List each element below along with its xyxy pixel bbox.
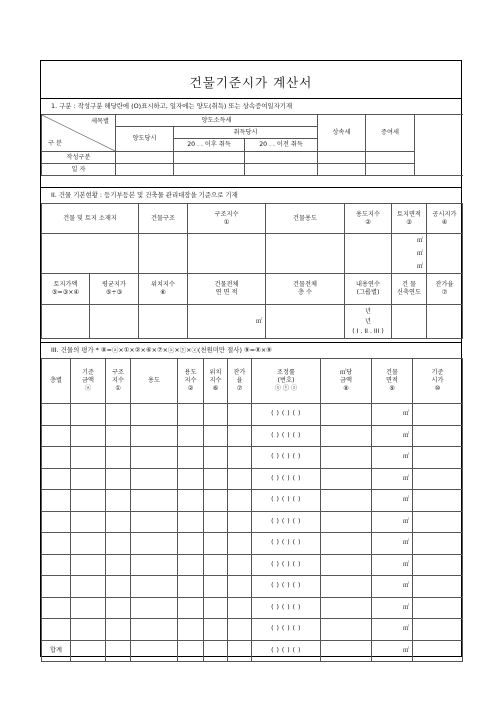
form-frame: [40, 60, 462, 657]
adjustment-cell: ( ) ( ) ( ): [252, 425, 321, 447]
header-floor: 층별: [42, 359, 71, 404]
header-price-per-m2: ㎡당: [339, 369, 353, 377]
table-row: [42, 425, 463, 447]
section2-table: 건물 및 토지 소재지 건물구조 구조지수 ① 건물용도 용도지수 ② 토지면적 ③ 공시지가 ④ ㎡ ㎡ ㎡ 토지가액 ⑤=③×④ 평균지가 ⑤÷③ 위치지수 ⑥ 건물전체 연 면 적 건물전체 층 수 내용연수 (그룹별) 건 물 신축연도 잔가율 ⑦ ㎡ 년 년 ( I . II . III ): [41, 203, 463, 339]
header-base-amount: 기준: [82, 369, 94, 377]
table-row: [42, 640, 463, 662]
section2-heading: II. 건물 기본현황 : 등기부등본 및 건축물 관리대장을 기준으로 기재: [41, 187, 461, 203]
table-row: [42, 597, 463, 619]
header-before-acquisition: 20 . . 이전 취득: [245, 139, 318, 152]
adjustment-cell: ( ) ( ) ( ): [252, 619, 321, 641]
durability-cell: 년 년 ( I . II . III ): [345, 305, 392, 339]
adjustment-cell: ( ) ( ) ( ): [252, 640, 321, 662]
header-after-acquisition: 20 . . 이후 취득: [174, 139, 245, 152]
header-location-index: 위치: [209, 369, 222, 377]
area-unit-cell: ㎡: [372, 619, 413, 641]
header-use-index: 용도지수: [356, 210, 380, 218]
adjustment-cell: ( ) ( ) ( ): [252, 511, 321, 533]
total-area-unit: ㎡: [188, 305, 266, 339]
section3-heading: III. 건물의 평가 * ⑧=ⓐ×①×②×⑥×⑦×ⓧ×ⓨ×ⓩ(천원미만 절사) ⑨=⑧×⑨: [41, 342, 461, 358]
header-construction-year: 건 물: [402, 281, 416, 289]
area-unit-cell: ㎡: [372, 533, 413, 555]
header-standard-price: 기준: [431, 369, 444, 377]
section1-table: [41, 114, 463, 176]
land-area-units: ㎡ ㎡ ㎡: [392, 234, 427, 274]
adjustment-cell: ( ) ( ) ( ): [252, 468, 321, 490]
table-row: [42, 533, 463, 555]
area-unit-cell: ㎡: [372, 425, 413, 447]
area-unit-cell: ㎡: [372, 468, 413, 490]
adjustment-cell: ( ) ( ) ( ): [252, 597, 321, 619]
adjustment-cell: ( ) ( ) ( ): [252, 533, 321, 555]
area-unit-cell: ㎡: [372, 490, 413, 512]
area-unit-cell: ㎡: [372, 576, 413, 598]
header-average-price: 평균지가: [102, 281, 126, 289]
header-building-area: 건물: [386, 369, 398, 377]
header-transfer-time: 양도당시: [116, 127, 174, 152]
page-title: 건물기준시가 계산서: [189, 75, 313, 90]
header-residual-rate: 잔가율: [435, 281, 454, 289]
header-use: 건물용도: [266, 204, 345, 234]
header-transfer-income-tax: 양도소득세: [116, 115, 318, 127]
total-label: 합계: [42, 640, 71, 662]
adjustment-cell: ( ) ( ) ( ): [252, 576, 321, 598]
header-use-index: 용도: [184, 369, 197, 377]
table-row: [42, 511, 463, 533]
table-row: [42, 490, 463, 512]
area-unit-cell: ㎡: [372, 511, 413, 533]
adjustment-cell: ( ) ( ) ( ): [252, 490, 321, 512]
diagonal-header-cell: [42, 115, 116, 152]
header-total-floors: 건물전체: [293, 281, 317, 289]
header-public-price: 공시지가: [432, 210, 457, 218]
header-land-area: 토지면적: [397, 210, 421, 218]
header-residual-rate: 잔가: [233, 369, 246, 377]
header-structure-index: 구조: [112, 369, 124, 377]
section1-heading: 1. 구분 : 작성구분 해당란에 (O)표시하고, 일자에는 양도(취득) 또는 상속증여일자기재: [41, 98, 461, 114]
table-row: [42, 576, 463, 598]
section3-table: 층별 기준 금액 ⓐ 구조 지수 ① 용도 용도 지수 ② 위치 지수 ⑥ 잔가 율 ⑦ 조정률 (번호) ⓧ ⓨ ⓩ ㎡당 금액 ⑧ 건물 면적 ⑨ 기준 시가 ⑩ ( ) ( ) ( ) ㎡ ( ) ( ) ( ) ㎡ ( ) ( ) ( ) ㎡ ( ) ( ) ( ) ㎡ ( ) ( ) ( ) ㎡ ( ) ( ) ( ) ㎡ ( ) ( ) ( ) ㎡ ( ) ( ) ( ) ㎡ ( ) ( ) ( ) ㎡ ( ) ( ) ( ) ㎡ ( ) ( ) ( ) ㎡ 합계 ( ) ( ) ( ) ㎡: [41, 358, 463, 662]
table-row: [42, 404, 463, 426]
header-total-floor-area: 건물전체: [214, 281, 239, 289]
area-unit-cell: ㎡: [372, 404, 413, 426]
area-unit-cell: ㎡: [372, 597, 413, 619]
header-location-index: 위치지수: [151, 281, 175, 289]
row-label-type: 작성구분: [42, 152, 116, 164]
header-adjustment-rate: 조정률: [277, 369, 295, 377]
corner-label-category: 구 분: [48, 140, 62, 148]
area-unit-cell: ㎡: [372, 447, 413, 469]
area-unit-cell: ㎡: [372, 554, 413, 576]
header-structure-index: 구조지수: [214, 210, 239, 218]
header-structure: 건물구조: [139, 204, 188, 234]
area-unit-cell: ㎡: [372, 640, 413, 662]
adjustment-cell: ( ) ( ) ( ): [252, 404, 321, 426]
table-row: [42, 554, 463, 576]
header-inheritance-tax: 상속세: [318, 115, 366, 152]
table-row: [42, 468, 463, 490]
header-acquisition-time: 취득당시: [174, 127, 318, 139]
adjustment-cell: ( ) ( ) ( ): [252, 447, 321, 469]
table-row: [42, 619, 463, 641]
corner-label-tax-type: 세목별: [91, 118, 109, 125]
header-location: 건물 및 토지 소재지: [42, 204, 139, 234]
header-use: 용도: [131, 359, 178, 404]
header-gift-tax: 증여세: [366, 115, 415, 152]
row-label-date: 일 자: [42, 164, 116, 176]
header-land-value: 토지가액: [53, 281, 78, 289]
table-row: [42, 447, 463, 469]
adjustment-cell: ( ) ( ) ( ): [252, 554, 321, 576]
header-durability: 내용연수: [356, 281, 380, 289]
